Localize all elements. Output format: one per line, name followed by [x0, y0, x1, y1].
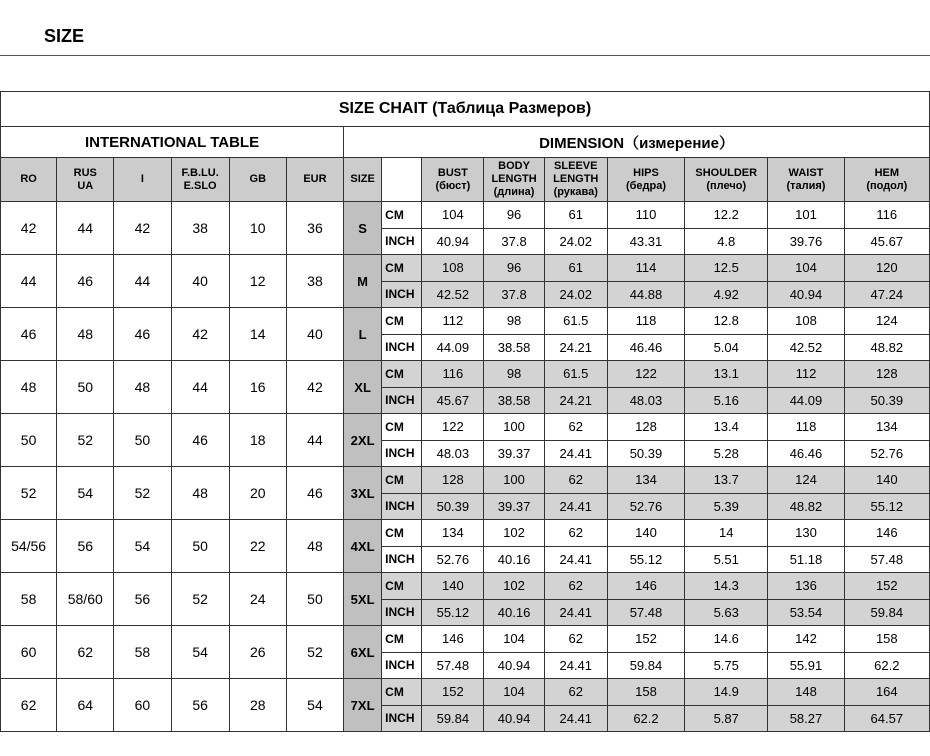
inch-value-cell: 42.52 — [422, 281, 484, 308]
intl-cell: 58/60 — [57, 573, 114, 626]
dim-header-3: HIPS (бедра) — [607, 158, 684, 202]
inch-value-cell: 46.46 — [607, 334, 684, 361]
dimension-label: DIMENSION（измерение） — [344, 127, 930, 158]
cm-value-cell: 14.9 — [685, 679, 768, 706]
size-group-7XL — [1, 679, 930, 732]
intl-cell: 46 — [286, 467, 343, 520]
inch-value-cell: 24.41 — [544, 440, 607, 467]
dim-header-5: WAIST (талия) — [768, 158, 844, 202]
unit-cm-label: CM — [382, 679, 422, 706]
inch-value-cell: 37.8 — [484, 281, 544, 308]
inch-value-cell: 52.76 — [844, 440, 929, 467]
intl-cell: 46 — [1, 308, 57, 361]
cm-value-cell: 122 — [422, 414, 484, 441]
size-name-cell: S — [344, 202, 382, 255]
size-group-3XL — [1, 467, 930, 520]
inch-value-cell: 39.37 — [484, 493, 544, 520]
inch-value-cell: 55.12 — [607, 546, 684, 573]
inch-value-cell: 64.57 — [844, 705, 929, 732]
unit-cm-label: CM — [382, 308, 422, 335]
intl-cell: 50 — [286, 573, 343, 626]
size-group-M — [1, 255, 930, 308]
dim-header-6: HEM (подол) — [844, 158, 929, 202]
inch-value-cell: 24.02 — [544, 228, 607, 255]
intl-cell: 50 — [171, 520, 229, 573]
cm-value-cell: 14 — [685, 520, 768, 547]
size-group-5XL — [1, 573, 930, 626]
cm-value-cell: 158 — [844, 626, 929, 653]
international-table-label: INTERNATIONAL TABLE — [1, 127, 344, 158]
intl-cell: 14 — [229, 308, 286, 361]
cm-value-cell: 110 — [607, 202, 684, 229]
cm-value-cell: 140 — [422, 573, 484, 600]
cm-value-cell: 124 — [844, 308, 929, 335]
intl-cell: 56 — [171, 679, 229, 732]
intl-cell: 64 — [57, 679, 114, 732]
cm-value-cell: 61 — [544, 202, 607, 229]
inch-value-cell: 5.75 — [685, 652, 768, 679]
intl-cell: 18 — [229, 414, 286, 467]
inch-value-cell: 59.84 — [607, 652, 684, 679]
cm-value-cell: 146 — [422, 626, 484, 653]
unit-inch-label: INCH — [382, 493, 422, 520]
inch-value-cell: 40.94 — [422, 228, 484, 255]
cm-value-cell: 102 — [484, 520, 544, 547]
inch-value-cell: 40.16 — [484, 546, 544, 573]
cm-value-cell: 62 — [544, 414, 607, 441]
table-row — [1, 679, 930, 706]
intl-cell: 36 — [286, 202, 343, 255]
cm-value-cell: 128 — [844, 361, 929, 388]
inch-value-cell: 37.8 — [484, 228, 544, 255]
inch-value-cell: 53.54 — [768, 599, 844, 626]
cm-value-cell: 104 — [768, 255, 844, 282]
inch-value-cell: 5.87 — [685, 705, 768, 732]
size-name-cell: XL — [344, 361, 382, 414]
intl-cell: 52 — [1, 467, 57, 520]
cm-value-cell: 148 — [768, 679, 844, 706]
unit-cm-label: CM — [382, 573, 422, 600]
cm-value-cell: 100 — [484, 414, 544, 441]
intl-cell: 62 — [57, 626, 114, 679]
inch-value-cell: 39.37 — [484, 440, 544, 467]
inch-value-cell: 47.24 — [844, 281, 929, 308]
unit-cm-label: CM — [382, 255, 422, 282]
table-row — [1, 202, 930, 229]
inch-value-cell: 50.39 — [844, 387, 929, 414]
inch-value-cell: 38.58 — [484, 387, 544, 414]
cm-value-cell: 62 — [544, 626, 607, 653]
intl-cell: 16 — [229, 361, 286, 414]
cm-value-cell: 13.1 — [685, 361, 768, 388]
size-name-cell: M — [344, 255, 382, 308]
cm-value-cell: 152 — [422, 679, 484, 706]
cm-value-cell: 118 — [768, 414, 844, 441]
cm-value-cell: 152 — [607, 626, 684, 653]
cm-value-cell: 112 — [768, 361, 844, 388]
cm-value-cell: 108 — [768, 308, 844, 335]
cm-value-cell: 122 — [607, 361, 684, 388]
cm-value-cell: 62 — [544, 467, 607, 494]
cm-value-cell: 120 — [844, 255, 929, 282]
intl-cell: 52 — [114, 467, 171, 520]
size-group-XL — [1, 361, 930, 414]
intl-cell: 48 — [57, 308, 114, 361]
intl-cell: 50 — [1, 414, 57, 467]
intl-cell: 54 — [286, 679, 343, 732]
intl-cell: 44 — [171, 361, 229, 414]
cm-value-cell: 146 — [844, 520, 929, 547]
page-title: SIZE — [44, 26, 85, 46]
inch-value-cell: 5.28 — [685, 440, 768, 467]
column-header-row — [1, 158, 930, 202]
intl-cell: 60 — [114, 679, 171, 732]
inch-value-cell: 24.41 — [544, 652, 607, 679]
cm-value-cell: 96 — [484, 202, 544, 229]
cm-value-cell: 61.5 — [544, 308, 607, 335]
size-name-cell: 2XL — [344, 414, 382, 467]
intl-cell: 56 — [57, 520, 114, 573]
unit-inch-label: INCH — [382, 599, 422, 626]
cm-value-cell: 164 — [844, 679, 929, 706]
intl-cell: 44 — [1, 255, 57, 308]
inch-value-cell: 55.12 — [844, 493, 929, 520]
cm-value-cell: 96 — [484, 255, 544, 282]
intl-cell: 54 — [114, 520, 171, 573]
cm-value-cell: 158 — [607, 679, 684, 706]
inch-value-cell: 57.48 — [607, 599, 684, 626]
table-row — [1, 520, 930, 547]
cm-value-cell: 134 — [607, 467, 684, 494]
table-row — [1, 626, 930, 653]
inch-value-cell: 5.39 — [685, 493, 768, 520]
intl-cell: 28 — [229, 679, 286, 732]
size-group-S — [1, 202, 930, 255]
intl-cell: 20 — [229, 467, 286, 520]
intl-cell: 54 — [171, 626, 229, 679]
intl-cell: 46 — [171, 414, 229, 467]
intl-header-1: RUS UA — [57, 158, 114, 202]
unit-inch-label: INCH — [382, 228, 422, 255]
intl-cell: 60 — [1, 626, 57, 679]
cm-value-cell: 62 — [544, 573, 607, 600]
inch-value-cell: 40.94 — [484, 652, 544, 679]
cm-value-cell: 13.7 — [685, 467, 768, 494]
unit-inch-label: INCH — [382, 387, 422, 414]
size-header: SIZE — [344, 158, 382, 202]
cm-value-cell: 134 — [422, 520, 484, 547]
inch-value-cell: 58.27 — [768, 705, 844, 732]
inch-value-cell: 5.63 — [685, 599, 768, 626]
cm-value-cell: 14.6 — [685, 626, 768, 653]
cm-value-cell: 152 — [844, 573, 929, 600]
dim-header-2: SLEEVE LENGTH (рукава) — [544, 158, 607, 202]
inch-value-cell: 4.92 — [685, 281, 768, 308]
intl-cell: 40 — [171, 255, 229, 308]
inch-value-cell: 40.94 — [768, 281, 844, 308]
intl-header-5: EUR — [286, 158, 343, 202]
intl-cell: 54/56 — [1, 520, 57, 573]
intl-cell: 42 — [286, 361, 343, 414]
intl-cell: 40 — [286, 308, 343, 361]
inch-value-cell: 24.02 — [544, 281, 607, 308]
inch-value-cell: 24.41 — [544, 546, 607, 573]
inch-value-cell: 40.94 — [484, 705, 544, 732]
cm-value-cell: 62 — [544, 520, 607, 547]
cm-value-cell: 108 — [422, 255, 484, 282]
intl-header-0: RO — [1, 158, 57, 202]
inch-value-cell: 43.31 — [607, 228, 684, 255]
intl-header-3: F.B.LU. E.SLO — [171, 158, 229, 202]
cm-value-cell: 62 — [544, 679, 607, 706]
inch-value-cell: 59.84 — [422, 705, 484, 732]
cm-value-cell: 140 — [844, 467, 929, 494]
intl-cell: 52 — [286, 626, 343, 679]
intl-header-4: GB — [229, 158, 286, 202]
inch-value-cell: 5.16 — [685, 387, 768, 414]
inch-value-cell: 57.48 — [422, 652, 484, 679]
intl-cell: 58 — [1, 573, 57, 626]
cm-value-cell: 116 — [844, 202, 929, 229]
cm-value-cell: 134 — [844, 414, 929, 441]
cm-value-cell: 112 — [422, 308, 484, 335]
intl-cell: 26 — [229, 626, 286, 679]
inch-value-cell: 24.41 — [544, 599, 607, 626]
inch-value-cell: 39.76 — [768, 228, 844, 255]
inch-value-cell: 48.82 — [844, 334, 929, 361]
size-name-cell: 3XL — [344, 467, 382, 520]
inch-value-cell: 48.03 — [422, 440, 484, 467]
intl-cell: 22 — [229, 520, 286, 573]
inch-value-cell: 45.67 — [422, 387, 484, 414]
dim-header-1: BODY LENGTH (длина) — [484, 158, 544, 202]
cm-value-cell: 12.2 — [685, 202, 768, 229]
table-title: SIZE CHAIT (Таблица Размеров) — [1, 92, 930, 127]
unit-cm-label: CM — [382, 467, 422, 494]
size-group-6XL — [1, 626, 930, 679]
intl-cell: 48 — [171, 467, 229, 520]
inch-value-cell: 59.84 — [844, 599, 929, 626]
inch-value-cell: 24.21 — [544, 387, 607, 414]
intl-cell: 42 — [171, 308, 229, 361]
unit-inch-label: INCH — [382, 652, 422, 679]
cm-value-cell: 61.5 — [544, 361, 607, 388]
intl-cell: 44 — [114, 255, 171, 308]
table-row — [1, 573, 930, 600]
intl-cell: 52 — [57, 414, 114, 467]
intl-cell: 48 — [286, 520, 343, 573]
inch-value-cell: 40.16 — [484, 599, 544, 626]
unit-inch-label: INCH — [382, 334, 422, 361]
inch-value-cell: 24.41 — [544, 705, 607, 732]
intl-cell: 48 — [1, 361, 57, 414]
cm-value-cell: 146 — [607, 573, 684, 600]
cm-value-cell: 116 — [422, 361, 484, 388]
intl-cell: 24 — [229, 573, 286, 626]
intl-cell: 46 — [57, 255, 114, 308]
size-name-cell: 6XL — [344, 626, 382, 679]
unit-inch-label: INCH — [382, 281, 422, 308]
cm-value-cell: 100 — [484, 467, 544, 494]
intl-cell: 12 — [229, 255, 286, 308]
cm-value-cell: 114 — [607, 255, 684, 282]
size-group-L — [1, 308, 930, 361]
inch-value-cell: 4.8 — [685, 228, 768, 255]
intl-cell: 44 — [286, 414, 343, 467]
unit-inch-label: INCH — [382, 546, 422, 573]
table-row — [1, 467, 930, 494]
cm-value-cell: 104 — [484, 626, 544, 653]
inch-value-cell: 62.2 — [607, 705, 684, 732]
inch-value-cell: 48.82 — [768, 493, 844, 520]
size-name-cell: 5XL — [344, 573, 382, 626]
inch-value-cell: 24.41 — [544, 493, 607, 520]
inch-value-cell: 48.03 — [607, 387, 684, 414]
inch-value-cell: 50.39 — [422, 493, 484, 520]
inch-value-cell: 62.2 — [844, 652, 929, 679]
cm-value-cell: 128 — [422, 467, 484, 494]
intl-cell: 58 — [114, 626, 171, 679]
cm-value-cell: 104 — [484, 679, 544, 706]
cm-value-cell: 13.4 — [685, 414, 768, 441]
unit-cm-label: CM — [382, 626, 422, 653]
unit-header — [382, 158, 422, 202]
cm-value-cell: 128 — [607, 414, 684, 441]
intl-cell: 52 — [171, 573, 229, 626]
intl-cell: 62 — [1, 679, 57, 732]
cm-value-cell: 124 — [768, 467, 844, 494]
cm-value-cell: 98 — [484, 361, 544, 388]
intl-cell: 56 — [114, 573, 171, 626]
intl-cell: 42 — [114, 202, 171, 255]
cm-value-cell: 140 — [607, 520, 684, 547]
unit-cm-label: CM — [382, 202, 422, 229]
table-row — [1, 308, 930, 335]
inch-value-cell: 55.91 — [768, 652, 844, 679]
size-name-cell: L — [344, 308, 382, 361]
intl-cell: 42 — [1, 202, 57, 255]
size-group-4XL — [1, 520, 930, 573]
cm-value-cell: 12.5 — [685, 255, 768, 282]
table-row — [1, 255, 930, 282]
intl-cell: 54 — [57, 467, 114, 520]
unit-inch-label: INCH — [382, 440, 422, 467]
cm-value-cell: 101 — [768, 202, 844, 229]
inch-value-cell: 5.04 — [685, 334, 768, 361]
inch-value-cell: 24.21 — [544, 334, 607, 361]
inch-value-cell: 45.67 — [844, 228, 929, 255]
cm-value-cell: 98 — [484, 308, 544, 335]
unit-cm-label: CM — [382, 414, 422, 441]
inch-value-cell: 44.88 — [607, 281, 684, 308]
inch-value-cell: 42.52 — [768, 334, 844, 361]
intl-cell: 46 — [114, 308, 171, 361]
intl-cell: 44 — [57, 202, 114, 255]
inch-value-cell: 52.76 — [422, 546, 484, 573]
cm-value-cell: 104 — [422, 202, 484, 229]
inch-value-cell: 5.51 — [685, 546, 768, 573]
cm-value-cell: 14.3 — [685, 573, 768, 600]
cm-value-cell: 142 — [768, 626, 844, 653]
unit-cm-label: CM — [382, 520, 422, 547]
cm-value-cell: 130 — [768, 520, 844, 547]
intl-header-2: I — [114, 158, 171, 202]
intl-cell: 10 — [229, 202, 286, 255]
table-row — [1, 361, 930, 388]
intl-cell: 38 — [286, 255, 343, 308]
intl-cell: 38 — [171, 202, 229, 255]
inch-value-cell: 51.18 — [768, 546, 844, 573]
intl-cell: 50 — [57, 361, 114, 414]
inch-value-cell: 44.09 — [422, 334, 484, 361]
cm-value-cell: 118 — [607, 308, 684, 335]
inch-value-cell: 38.58 — [484, 334, 544, 361]
size-group-2XL — [1, 414, 930, 467]
intl-cell: 48 — [114, 361, 171, 414]
unit-cm-label: CM — [382, 361, 422, 388]
cm-value-cell: 61 — [544, 255, 607, 282]
intl-cell: 50 — [114, 414, 171, 467]
size-chart-table — [0, 91, 930, 732]
unit-inch-label: INCH — [382, 705, 422, 732]
table-row — [1, 414, 930, 441]
inch-value-cell: 52.76 — [607, 493, 684, 520]
inch-value-cell: 44.09 — [768, 387, 844, 414]
cm-value-cell: 102 — [484, 573, 544, 600]
cm-value-cell: 12.8 — [685, 308, 768, 335]
inch-value-cell: 55.12 — [422, 599, 484, 626]
inch-value-cell: 50.39 — [607, 440, 684, 467]
page-header — [0, 0, 930, 56]
dim-header-0: BUST (бюст) — [422, 158, 484, 202]
size-name-cell: 7XL — [344, 679, 382, 732]
size-name-cell: 4XL — [344, 520, 382, 573]
cm-value-cell: 136 — [768, 573, 844, 600]
inch-value-cell: 46.46 — [768, 440, 844, 467]
inch-value-cell: 57.48 — [844, 546, 929, 573]
dim-header-4: SHOULDER (плечо) — [685, 158, 768, 202]
